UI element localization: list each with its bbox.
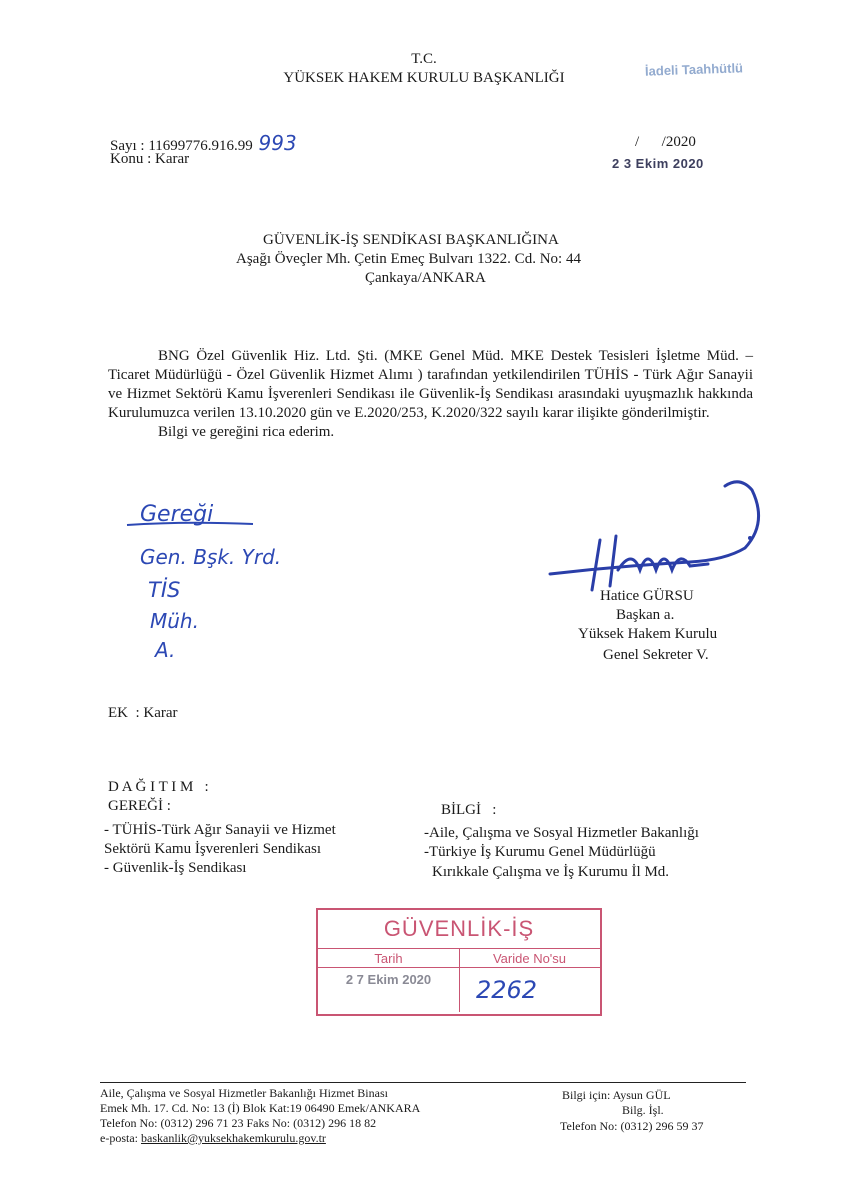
bilgi-label: BİLGİ : (441, 802, 497, 818)
geregi-item: Sektörü Kamu İşverenleri Sendikası (104, 841, 322, 857)
geregi-item: - Güvenlik-İş Sendikası (104, 860, 247, 876)
date-typed: / /2020 (635, 134, 696, 150)
signatory-title3: Genel Sekreter V. (603, 647, 709, 663)
signatory-title1: Başkan a. (616, 607, 675, 623)
konu-value: : Karar (147, 151, 190, 167)
footer-email-link[interactable]: baskanlik@yuksekhakemkurulu.gov.tr (141, 1131, 326, 1145)
body-paragraph: BNG Özel Güvenlik Hiz. Ltd. Şti. (MKE Genel Müd. MKE Destek Tesisleri İşletme Müd. –Ticaret Müdürlüğü - Özel Güvenlik Hizmet Alımı ) tarafından yetkilendirilen TÜHİS - Türk Ağır Sanayii ve Hizmet Sektörü Kamu İşverenleri Sendikası ile Güvenlik-İş Sendikası arasındaki uyuşmazlık hakkında Kurulumuzca verilen 13.10.2020 gün ve E.2020/253, K.2020/322 sayılı karar ilişikte gönderilmiştir. (108, 348, 753, 421)
recipient-name: GÜVENLİK-İŞ SENDİKASI BAŞKANLIĞINA (263, 232, 559, 248)
bilgi-item: Kırıkkale Çalışma ve İş Kurumu İl Md. (432, 864, 670, 880)
bilgi-item: -Aile, Çalışma ve Sosyal Hizmetler Bakanlığı (424, 825, 699, 841)
receipt-stamp (316, 908, 602, 1016)
header-tc: T.C. (411, 51, 437, 67)
body-closing: Bilgi ve gereğini rica ederim. (158, 424, 335, 440)
footer-address-2: Emek Mh. 17. Cd. No: 13 (İ) Blok Kat:19 06490 Emek/ANKARA (100, 1101, 421, 1115)
footer-divider (100, 1082, 746, 1083)
signature-scribble (540, 478, 770, 603)
sayi-value: : 11699776.916.99 (140, 138, 253, 154)
receipt-stamp-org: GÜVENLİK-İŞ (383, 916, 535, 941)
letter-body (108, 347, 753, 442)
konu-line (110, 151, 189, 168)
distribution-heading: D A Ğ I T I M : (108, 779, 209, 795)
footer-email-label: e-posta: (100, 1131, 138, 1145)
receipt-date-value: 2 7 Ekim 2020 (345, 972, 432, 987)
receipt-stamp-divider (318, 967, 600, 968)
footer-phone: Telefon No: (0312) 296 71 23 Faks No: (0312) 296 18 82 (100, 1116, 377, 1130)
handwritten-note-a: A. (155, 638, 176, 662)
signatory-name: Hatice GÜRSU (600, 588, 694, 604)
bilgi-item: -Türkiye İş Kurumu Genel Müdürlüğü (424, 844, 656, 860)
footer-address-1: Aile, Çalışma ve Sosyal Hizmetler Bakanlığı Hizmet Binası (100, 1086, 388, 1100)
handwritten-note-geregi: Gereği (140, 502, 214, 527)
receipt-date-label: Tarih (374, 951, 403, 966)
handwritten-note-tis: TİS (148, 578, 181, 602)
recipient-address: Aşağı Öveçler Mh. Çetin Emeç Bulvarı 1322. Cd. No: 44 (236, 251, 581, 267)
geregi-label: GEREĞİ : (108, 798, 171, 814)
date-stamp: 2 3 Ekim 2020 (612, 156, 704, 171)
handwritten-note-gen-bsk: Gen. Bşk. Yrd. (140, 545, 282, 569)
header-institution: YÜKSEK HAKEM KURULU BAŞKANLIĞI (283, 70, 565, 86)
recipient-city: Çankaya/ANKARA (365, 270, 486, 286)
registered-mail-stamp: İadeli Taahhütlü (644, 60, 744, 79)
footer-contact-title: Bilg. İşl. (622, 1103, 664, 1117)
sayi-label: Sayı (110, 138, 137, 154)
footer-contact-person: Bilgi için: Aysun GÜL (562, 1088, 671, 1102)
handwritten-note-muh: Müh. (150, 609, 199, 633)
footer-email-line (100, 1131, 326, 1146)
signatory-title2: Yüksek Hakem Kurulu (578, 626, 718, 642)
receipt-number-label: Varide No'su (492, 951, 567, 966)
attachment-line: EK : Karar (108, 705, 178, 721)
sayi-handwritten: 993 (258, 131, 297, 155)
receipt-number-value: 2262 (476, 976, 538, 1004)
konu-label: Konu (110, 151, 144, 167)
footer-contact-phone: Telefon No: (0312) 296 59 37 (560, 1119, 704, 1133)
geregi-item: - TÜHİS-Türk Ağır Sanayii ve Hizmet (104, 822, 336, 838)
handwritten-underline (125, 519, 255, 531)
